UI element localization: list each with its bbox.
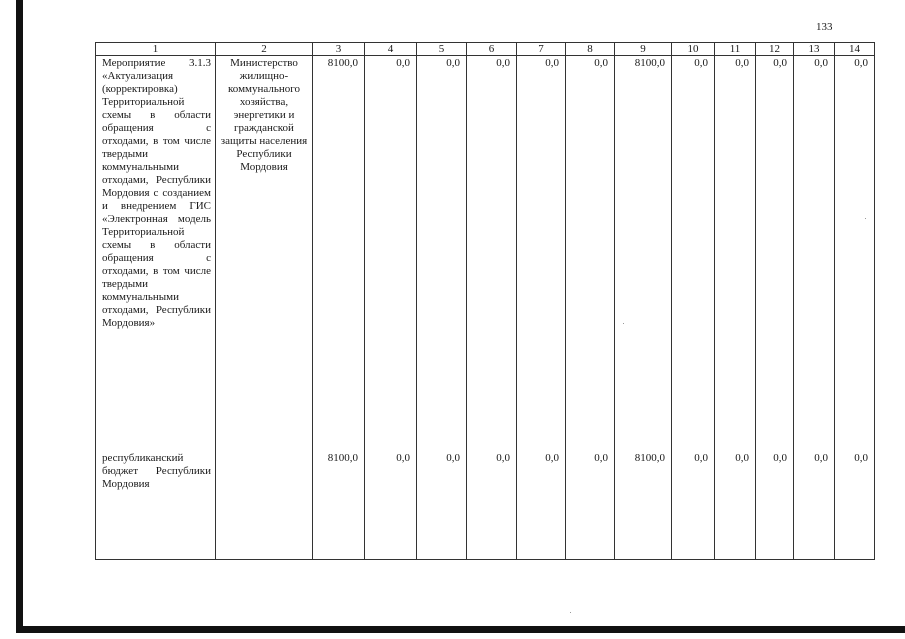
value-cell: [467, 450, 517, 560]
column-header: 7: [517, 43, 566, 56]
executor-name: Министерство жилищно-коммунального хозяйства, энергетики и гражданской защиты населения Республики Мордовия: [220, 57, 308, 173]
value-cell: [715, 56, 756, 451]
value-cell: [566, 56, 615, 451]
scan-speck: [623, 323, 624, 324]
column-header: 5: [417, 43, 467, 56]
column-header: 8: [566, 43, 615, 56]
column-header: 12: [756, 43, 794, 56]
value-cell: [517, 56, 566, 451]
value: 0,0: [446, 57, 460, 69]
value: 8100,0: [634, 452, 665, 464]
value-cell: [715, 450, 756, 560]
value-cell: [417, 56, 467, 451]
value-cell: [566, 450, 615, 560]
value: 0,0: [735, 452, 749, 464]
executor-name: [216, 450, 312, 452]
scan-speck: [865, 218, 866, 219]
value-cell: [672, 56, 715, 451]
table-row: [96, 56, 875, 451]
column-header: 13: [794, 43, 835, 56]
value-cell: [794, 450, 835, 560]
value-cell: [467, 56, 517, 451]
executor-cell: [216, 56, 313, 451]
value-cell: [615, 450, 672, 560]
value: 0,0: [814, 57, 828, 69]
value: 0,0: [854, 452, 868, 464]
value: 0,0: [396, 452, 410, 464]
value: 8100,0: [327, 57, 358, 69]
value-cell: [365, 450, 417, 560]
value: 0,0: [735, 57, 749, 69]
value-cell: [517, 450, 566, 560]
value: 0,0: [773, 57, 787, 69]
value: 0,0: [396, 57, 410, 69]
value-cell: [756, 450, 794, 560]
value: 0,0: [694, 57, 708, 69]
value-cell: [313, 450, 365, 560]
column-header: 2: [216, 43, 313, 56]
value: 8100,0: [634, 57, 665, 69]
value-cell: [794, 56, 835, 451]
value-cell: [672, 450, 715, 560]
column-header: 1: [96, 43, 216, 56]
measure-name-cell: [96, 450, 216, 560]
column-header: 6: [467, 43, 517, 56]
value: 0,0: [773, 452, 787, 464]
budget-source: республиканский бюджет Республики Мордовия: [102, 452, 211, 490]
scan-border-bottom: [16, 626, 905, 633]
value-cell: [313, 56, 365, 451]
value: 0,0: [854, 57, 868, 69]
value: 0,0: [496, 452, 510, 464]
value-cell: [615, 56, 672, 451]
value-cell: [417, 450, 467, 560]
value-cell: [365, 56, 417, 451]
column-header: 4: [365, 43, 417, 56]
scan-speck: [570, 612, 571, 613]
value-cell: [835, 450, 875, 560]
value: 0,0: [545, 452, 559, 464]
scan-border-left: [16, 0, 23, 633]
measure-name: Мероприятие 3.1.3 «Актуализация (корректировка) Территориальной схемы в области обращения с отходами, в том числе твердыми коммунальными отходами, Республики Мордовия с созданием и внедрением ГИС «Электронная модель Территориальной схемы в области обращения с отходами, в том числе твердыми коммунальными отходами, Республики Мордовия»: [102, 57, 211, 329]
page-number: 133: [816, 21, 833, 33]
value-cell: [835, 56, 875, 451]
measure-name-cell: [96, 56, 216, 451]
column-header: 9: [615, 43, 672, 56]
value: 0,0: [594, 452, 608, 464]
value: 0,0: [594, 57, 608, 69]
column-header: 10: [672, 43, 715, 56]
value: 0,0: [814, 452, 828, 464]
value: 0,0: [545, 57, 559, 69]
executor-cell: [216, 450, 313, 560]
table-row: [96, 450, 875, 560]
value-cell: [756, 56, 794, 451]
column-header: 14: [835, 43, 875, 56]
header-row: [96, 43, 875, 56]
value: 0,0: [496, 57, 510, 69]
value: 0,0: [446, 452, 460, 464]
column-header: 3: [313, 43, 365, 56]
value: 0,0: [694, 452, 708, 464]
value: 8100,0: [327, 452, 358, 464]
column-header: 11: [715, 43, 756, 56]
budget-table: [95, 42, 875, 560]
